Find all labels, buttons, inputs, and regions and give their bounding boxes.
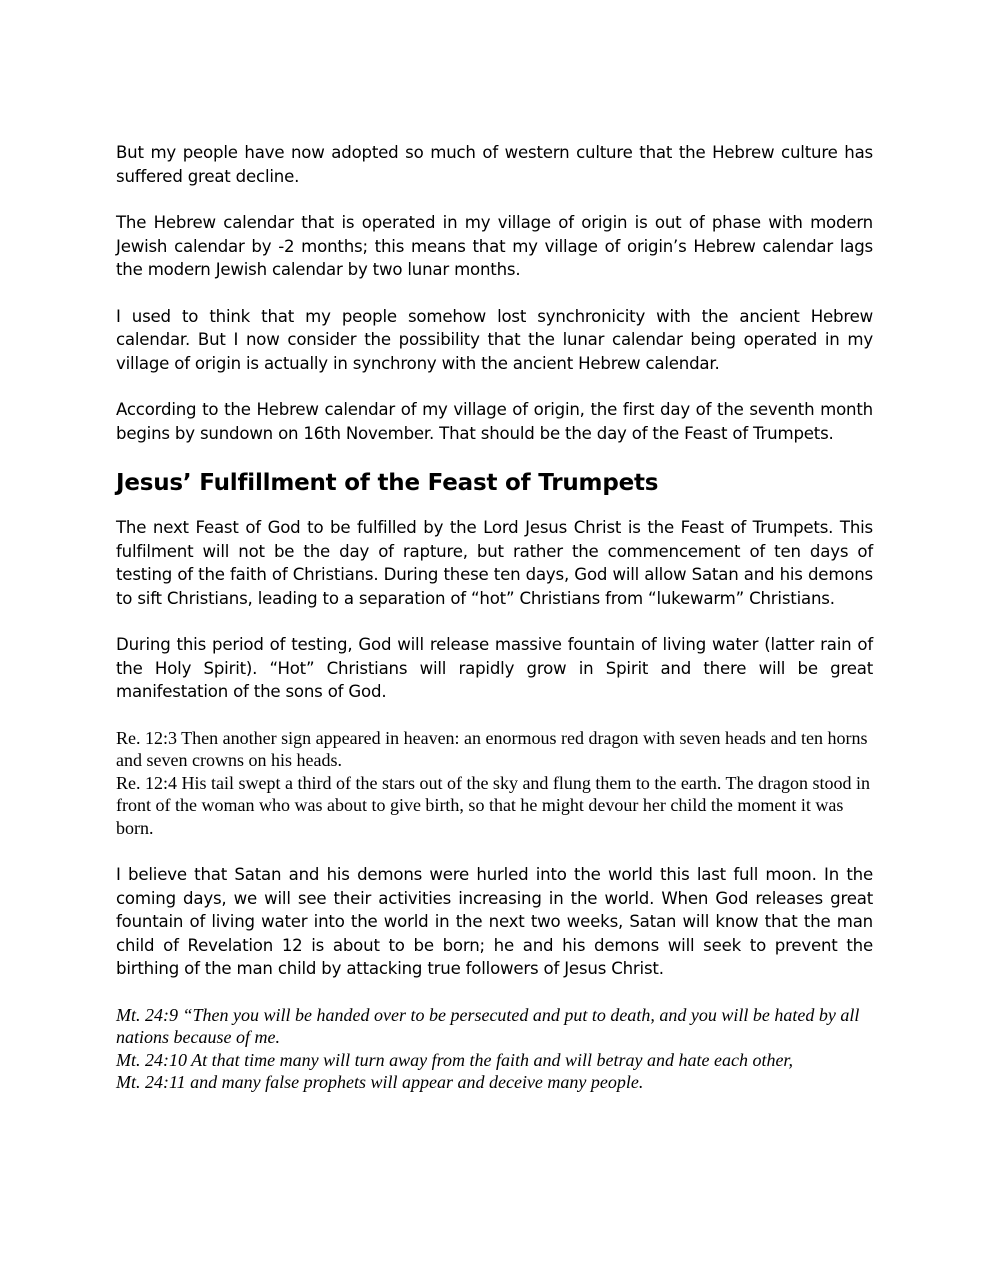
verse-mt-24-10: Mt. 24:10 At that time many will turn away from the faith and will betray and hate each other,: [116, 1049, 793, 1070]
paragraph-period-of-testing: During this period of testing, God will release massive fountain of living water (latter rain of the Holy Spirit). “Hot” Christians will rapidly grow in Spirit and there will be great manifestation of the sons of God.: [116, 635, 873, 701]
revelation-verses: [116, 727, 873, 840]
paragraph-satan-hurled: I believe that Satan and his demons were hurled into the world this last full moon. In the coming days, we will see their activities increasing in the world. When God releases great fountain of living water into the world in the next two weeks, Satan will know that the man child of Revelation 12 is about to be born; he and his demons will seek to prevent the birthing of the man child by attacking true followers of Jesus Christ.: [116, 865, 873, 978]
paragraph-seventh-month: According to the Hebrew calendar of my village of origin, the first day of the seventh month begins by sundown on 16th November. That should be the day of the Feast of Trumpets.: [116, 400, 873, 443]
verse-mt-24-11: Mt. 24:11 and many false prophets will appear and deceive many people.: [116, 1072, 644, 1092]
verse-re-12-4: Re. 12:4 His tail swept a third of the stars out of the sky and flung them to the earth. The dragon stood in front of the woman who was about to give birth, so that he might devour her child the moment it was born.: [116, 772, 871, 838]
paragraph-synchronicity: I used to think that my people somehow lost synchronicity with the ancient Hebrew calendar. But I now consider the possibility that the lunar calendar being operated in my village of origin is actually in synchrony with the ancient Hebrew calendar.: [116, 306, 873, 373]
section-heading: Jesus’ Fulfillment of the Feast of Trumpets: [116, 470, 659, 496]
verse-re-12-3: Re. 12:3 Then another sign appeared in heaven: an enormous red dragon with seven heads and ten horns and seven crowns on his heads.: [116, 727, 868, 770]
paragraph-calendar-phase: The Hebrew calendar that is operated in my village of origin is out of phase with modern Jewish calendar by -2 months; this means that my village of origin’s Hebrew calendar lags the modern Jewish calendar by two lunar months.: [116, 213, 873, 279]
verse-mt-24-9: Mt. 24:9 “Then you will be handed over to be persecuted and put to death, and you will be hated by all nations because of me.: [116, 1004, 860, 1047]
matthew-verses: [116, 1004, 873, 1094]
paragraph-western-culture: But my people have now adopted so much of western culture that the Hebrew culture has suffered great decline.: [116, 143, 873, 186]
document-page: [116, 141, 873, 1118]
paragraph-feast-of-trumpets: The next Feast of God to be fulfilled by the Lord Jesus Christ is the Feast of Trumpets. This fulfilment will not be the day of rapture, but rather the commencement of ten days of testing of the faith of Christians. During these ten days, God will allow Satan and his demons to sift Christians, leading to a separation of “hot” Christians from “lukewarm” Christians.: [116, 518, 873, 608]
